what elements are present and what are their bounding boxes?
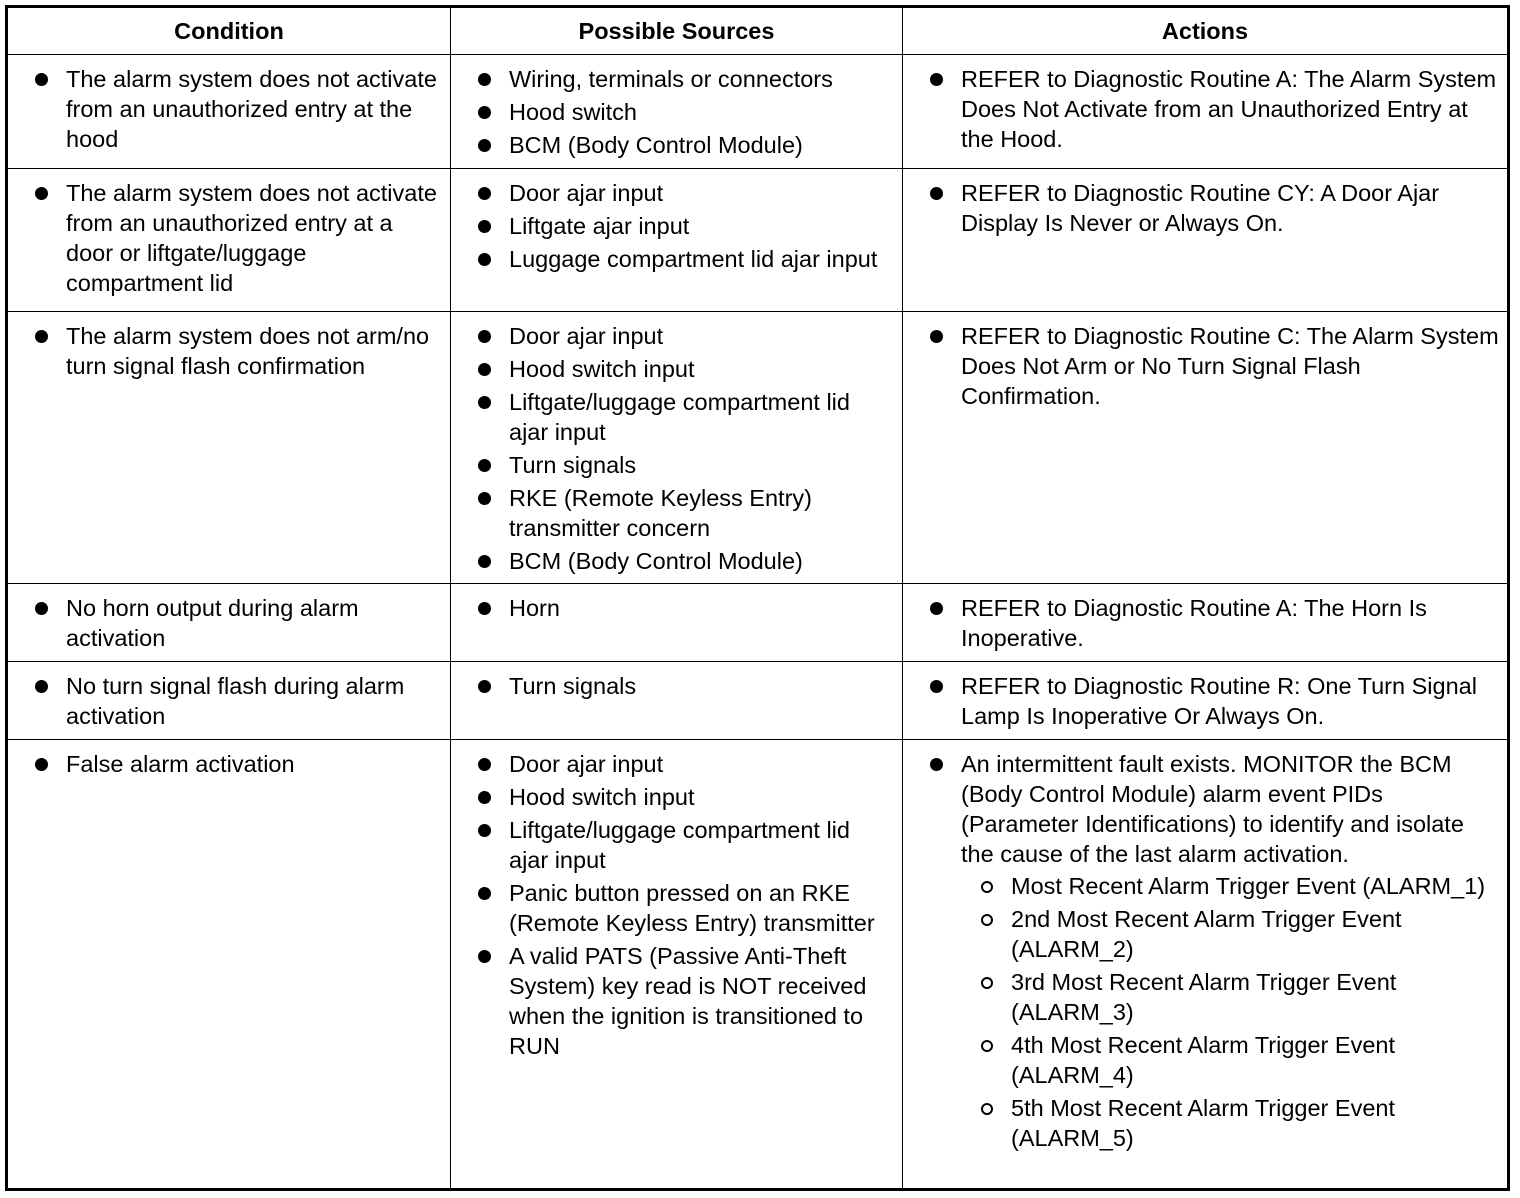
action-cell (903, 169, 1509, 312)
condition-cell (7, 169, 451, 312)
action-cell (903, 584, 1509, 662)
source-item: RKE (Remote Keyless Entry) transmitter concern (475, 483, 894, 543)
header-actions: Actions (903, 7, 1509, 55)
source-item: Turn signals (475, 671, 894, 701)
source-item: Hood switch (475, 97, 894, 127)
sources-cell (451, 740, 903, 1190)
source-item: Wiring, terminals or connectors (475, 64, 894, 94)
condition-text: False alarm activation (32, 749, 442, 779)
alarm-event-item: 2nd Most Recent Alarm Trigger Event (ALARM_2) (977, 904, 1499, 964)
header-possible-sources: Possible Sources (451, 7, 903, 55)
condition-cell (7, 312, 451, 584)
sources-cell (451, 662, 903, 740)
source-item: Liftgate/luggage compartment lid ajar input (475, 815, 894, 875)
alarm-event-item: 5th Most Recent Alarm Trigger Event (ALARM_5) (977, 1093, 1499, 1153)
source-item: Liftgate/luggage compartment lid ajar input (475, 387, 894, 447)
sources-cell (451, 312, 903, 584)
alarm-event-list (961, 871, 1499, 1153)
alarm-event-item: 3rd Most Recent Alarm Trigger Event (ALARM_3) (977, 967, 1499, 1027)
action-item (927, 749, 1499, 1153)
source-item: A valid PATS (Passive Anti-Theft System) key read is NOT received when the ignition is transitioned to RUN (475, 941, 894, 1061)
source-item: BCM (Body Control Module) (475, 130, 894, 160)
condition-text: The alarm system does not activate from an unauthorized entry at the hood (32, 64, 442, 154)
condition-cell (7, 584, 451, 662)
condition-cell (7, 55, 451, 169)
source-item: Liftgate ajar input (475, 211, 894, 241)
source-item: Door ajar input (475, 321, 894, 351)
condition-cell (7, 740, 451, 1190)
action-cell (903, 740, 1509, 1190)
sources-cell (451, 55, 903, 169)
diagnostic-table (5, 5, 1510, 1191)
source-item: Luggage compartment lid ajar input (475, 244, 894, 274)
table-row (7, 55, 1509, 169)
source-item: Panic button pressed on an RKE (Remote Keyless Entry) transmitter (475, 878, 894, 938)
action-cell (903, 312, 1509, 584)
alarm-event-item: 4th Most Recent Alarm Trigger Event (ALARM_4) (977, 1030, 1499, 1090)
condition-text: No horn output during alarm activation (32, 593, 442, 653)
action-cell (903, 55, 1509, 169)
alarm-event-item: Most Recent Alarm Trigger Event (ALARM_1) (977, 871, 1499, 901)
header-row (7, 7, 1509, 55)
source-item: Hood switch input (475, 354, 894, 384)
source-item: Hood switch input (475, 782, 894, 812)
condition-text: The alarm system does not activate from an unauthorized entry at a door or liftgate/luggage compartment lid (32, 178, 442, 298)
sources-cell (451, 584, 903, 662)
source-item: Turn signals (475, 450, 894, 480)
condition-cell (7, 662, 451, 740)
source-item: BCM (Body Control Module) (475, 546, 894, 576)
table-row (7, 740, 1509, 1190)
action-text: REFER to Diagnostic Routine A: The Horn Is Inoperative. (927, 593, 1499, 653)
source-item: Door ajar input (475, 178, 894, 208)
action-text: REFER to Diagnostic Routine A: The Alarm System Does Not Activate from an Unauthorized Entry at the Hood. (927, 64, 1499, 154)
action-text: An intermittent fault exists. MONITOR the BCM (Body Control Module) alarm event PIDs (Parameter Identifications) to identify and isolate the cause of the last alarm activation. (961, 751, 1464, 867)
sources-cell (451, 169, 903, 312)
action-text: REFER to Diagnostic Routine CY: A Door Ajar Display Is Never or Always On. (927, 178, 1499, 238)
source-item: Horn (475, 593, 894, 623)
action-text: REFER to Diagnostic Routine R: One Turn Signal Lamp Is Inoperative Or Always On. (927, 671, 1499, 731)
table-row (7, 584, 1509, 662)
table-row (7, 169, 1509, 312)
table-row (7, 312, 1509, 584)
table-row (7, 662, 1509, 740)
source-item: Door ajar input (475, 749, 894, 779)
action-cell (903, 662, 1509, 740)
action-text: REFER to Diagnostic Routine C: The Alarm System Does Not Arm or No Turn Signal Flash Confirmation. (927, 321, 1499, 411)
condition-text: No turn signal flash during alarm activation (32, 671, 442, 731)
condition-text: The alarm system does not arm/no turn signal flash confirmation (32, 321, 442, 381)
header-condition: Condition (7, 7, 451, 55)
